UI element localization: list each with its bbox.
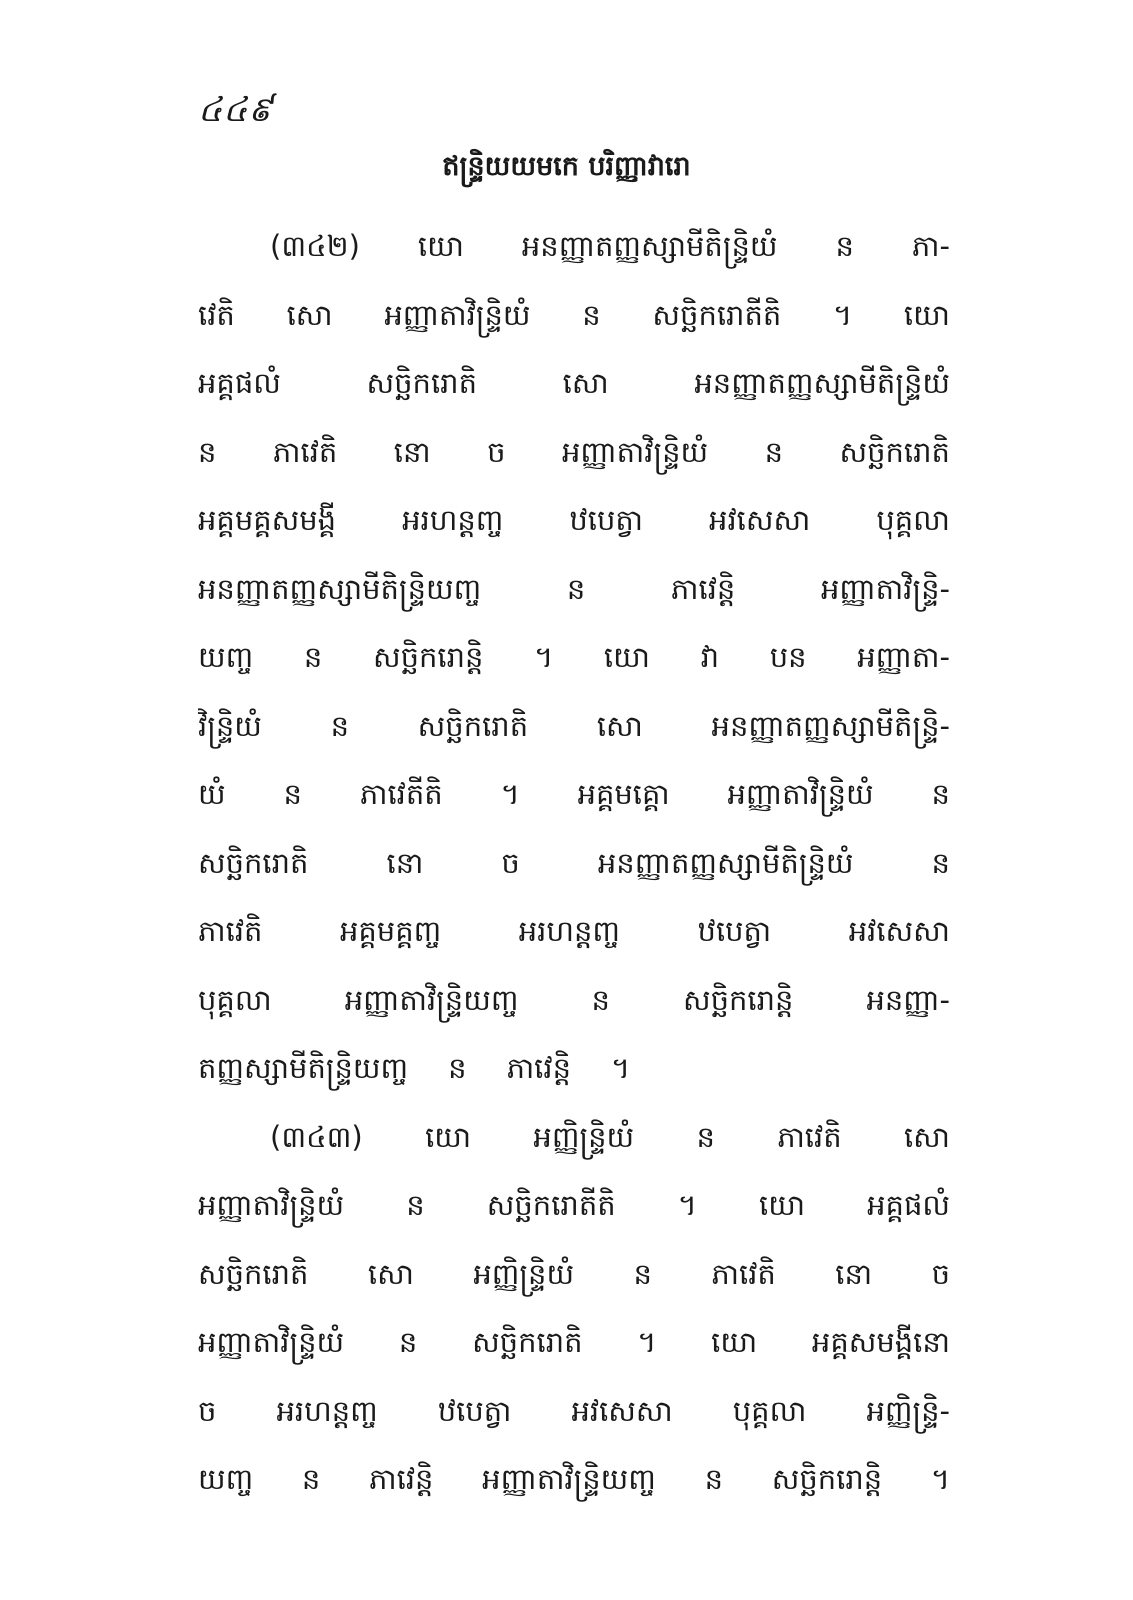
text-word: យោ bbox=[603, 640, 650, 674]
text-word: សច្ឆិករោន្តិ bbox=[682, 982, 794, 1017]
text-word: យោ bbox=[417, 229, 464, 263]
text-word: អនញ្ញាតញ្ញស្សាមីតិន្ទ្រិ- bbox=[711, 708, 950, 743]
text-word: យោ bbox=[711, 1325, 758, 1359]
text-word: អញ្ញាតាវិន្ទ្រិយំ bbox=[561, 434, 709, 469]
text-word: ។ bbox=[833, 297, 853, 332]
text-word: ន bbox=[406, 1188, 425, 1222]
text-word: អវសេសា bbox=[848, 914, 950, 948]
text-word: ន bbox=[566, 571, 586, 606]
text-word: ន bbox=[835, 229, 854, 263]
text-word: ន bbox=[283, 777, 302, 811]
text-word: អគ្គមគ្គញ្ច bbox=[339, 914, 442, 948]
text-word: ភា- bbox=[911, 229, 950, 263]
text-word: អរហន្តញ្ច bbox=[518, 914, 620, 948]
text-line bbox=[198, 486, 950, 555]
text-word: អគ្គសមង្គីនោ bbox=[811, 1325, 950, 1359]
text-word: ន bbox=[704, 1462, 724, 1496]
text-word: ន bbox=[303, 640, 323, 674]
text-word: ន bbox=[198, 434, 217, 469]
text-word: អនញ្ញា- bbox=[866, 982, 950, 1017]
text-word: អញ្ញាតា- bbox=[857, 640, 950, 674]
text-word: ន bbox=[330, 708, 349, 743]
text-word: សច្ឆិករោតីតិ bbox=[652, 297, 782, 332]
text-word: ន bbox=[448, 1051, 467, 1085]
text-word: ភាវេតិ bbox=[272, 434, 338, 469]
text-word: អនញ្ញាតញ្ញស្សាមីតិន្ទ្រិយញ្ច bbox=[198, 571, 482, 606]
text-word: អរហន្តញ្ច bbox=[276, 1393, 378, 1428]
text-word: អញ្ញាតាវិន្ទ្រិ- bbox=[820, 571, 950, 606]
text-word: សច្ឆិករោន្តិ bbox=[373, 640, 484, 674]
text-word: យោ bbox=[758, 1188, 806, 1222]
text-word: ឋបេត្វា bbox=[437, 1393, 512, 1428]
text-word: អគ្គមគ្គសមង្គី bbox=[198, 503, 337, 537]
text-word: ន bbox=[696, 1119, 715, 1154]
text-line bbox=[198, 623, 950, 692]
text-word: ។ bbox=[637, 1325, 657, 1359]
text-word: ឋបេត្វា bbox=[697, 914, 772, 948]
text-word: វេតិ bbox=[198, 297, 235, 332]
text-word: អញ្ញាតាវិន្ទ្រិយញ្ច bbox=[482, 1462, 656, 1496]
text-word: ឋបេត្វា bbox=[569, 503, 644, 537]
text-word: អគ្គផលំ bbox=[198, 366, 281, 400]
text-word: ន bbox=[582, 297, 601, 332]
text-line bbox=[198, 692, 950, 761]
text-word: ។ bbox=[677, 1188, 697, 1222]
text-word: អវសេសា bbox=[709, 503, 811, 537]
text-word: បន bbox=[769, 640, 807, 674]
text-word: (៣៤២) bbox=[270, 229, 360, 263]
text-word: យោ bbox=[903, 297, 950, 332]
text-line bbox=[198, 1034, 950, 1103]
text-word: យញ្ច bbox=[198, 1462, 254, 1496]
text-word: សច្ឆិករោតិ bbox=[366, 366, 477, 400]
text-word: ន bbox=[398, 1325, 418, 1359]
text-line bbox=[198, 212, 950, 281]
text-word: យំ bbox=[198, 777, 226, 811]
text-word: យោ bbox=[425, 1119, 472, 1154]
text-word: សច្ឆិករោតិ bbox=[198, 1256, 309, 1291]
text-line bbox=[198, 418, 950, 487]
page-number: ៤៤៩ bbox=[198, 90, 274, 130]
text-word: ភាវេន្តិ bbox=[369, 1462, 434, 1496]
text-word: ភាវេន្តិ bbox=[670, 571, 736, 606]
text-word: ន bbox=[764, 434, 784, 469]
text-word: អរហន្តញ្ច bbox=[402, 503, 504, 537]
text-word: អញ្ញាតាវិន្ទ្រិយំ bbox=[384, 297, 531, 332]
text-word: អញ្ញិន្ទ្រិយំ bbox=[473, 1256, 575, 1291]
text-word: សោ bbox=[596, 708, 643, 743]
text-word: សច្ឆិករោតិ bbox=[472, 1325, 583, 1359]
text-word: ច bbox=[931, 1256, 950, 1291]
text-word: ន bbox=[301, 1462, 321, 1496]
text-word: សច្ឆិករោតិ bbox=[198, 845, 309, 880]
text-line bbox=[198, 1377, 950, 1446]
text-word: អញ្ញិន្ទ្រិ- bbox=[866, 1393, 950, 1428]
text-word: សច្ឆិករោន្តិ bbox=[771, 1462, 883, 1496]
text-word: ។ bbox=[611, 1051, 631, 1085]
text-word: ។ bbox=[534, 640, 554, 674]
text-word: ។ bbox=[930, 1462, 950, 1496]
text-line bbox=[198, 897, 950, 966]
text-word: សច្ឆិករោតីតិ bbox=[486, 1188, 616, 1222]
text-word: ។ bbox=[500, 777, 520, 811]
text-word: សច្ឆិករោតិ bbox=[839, 434, 950, 469]
text-line bbox=[198, 1171, 950, 1240]
text-word: សោ bbox=[286, 297, 333, 332]
text-word: អញ្ញាតាវិន្ទ្រិយំ bbox=[727, 777, 874, 811]
text-word: នោ bbox=[393, 434, 431, 469]
text-word: អញ្ញាតាវិន្ទ្រិយញ្ច bbox=[344, 982, 519, 1017]
text-word: ន bbox=[931, 845, 950, 880]
text-word: វិន្ទ្រិយំ bbox=[198, 708, 262, 743]
text-word: អនញ្ញាតញ្ញស្សាមីតិន្ទ្រិយំ bbox=[597, 845, 854, 880]
text-word: អវសេសា bbox=[571, 1393, 673, 1428]
body-text bbox=[198, 212, 950, 1514]
text-word: បុគ្គលា bbox=[732, 1393, 807, 1428]
text-word: ច bbox=[501, 845, 520, 880]
text-word: អនញ្ញាតញ្ញស្សាមីតិន្ទ្រិយំ bbox=[694, 366, 950, 400]
text-word: យញ្ច bbox=[198, 640, 254, 674]
section-header: ឥន្ទ្រិយយមកេ បរិញ្ញាវារោ bbox=[442, 151, 691, 182]
text-word: តញ្ញស្សាមីតិន្ទ្រិយញ្ច bbox=[198, 1051, 409, 1085]
text-word: សោ bbox=[562, 366, 609, 400]
text-line bbox=[198, 1240, 950, 1309]
text-word: សោ bbox=[367, 1256, 414, 1291]
text-word: អគ្គមគ្គោ bbox=[577, 777, 670, 811]
text-word: វា bbox=[700, 640, 720, 674]
text-word: ភាវេន្តិ bbox=[506, 1051, 571, 1085]
text-line bbox=[198, 966, 950, 1035]
text-word: អញ្ញិន្ទ្រិយំ bbox=[533, 1119, 635, 1154]
text-word: ភាវេតិ bbox=[711, 1256, 776, 1291]
text-word: ភាវេតិ bbox=[777, 1119, 842, 1154]
text-word: ន bbox=[591, 982, 610, 1017]
text-line bbox=[198, 555, 950, 624]
text-line bbox=[198, 760, 950, 829]
text-word: សច្ឆិករោតិ bbox=[417, 708, 529, 743]
text-word: ន bbox=[633, 1256, 652, 1291]
text-line bbox=[198, 349, 950, 418]
text-word: បុគ្គលា bbox=[198, 982, 272, 1017]
text-line bbox=[198, 1445, 950, 1514]
text-word: សោ bbox=[903, 1119, 950, 1154]
text-word: នោ bbox=[386, 845, 424, 880]
text-line bbox=[198, 829, 950, 898]
text-word: ភាវេតីតិ bbox=[359, 777, 443, 811]
text-line bbox=[198, 1308, 950, 1377]
text-word: អញ្ញាតាវិន្ទ្រិយំ bbox=[198, 1188, 345, 1222]
text-word: អនញ្ញាតញ្ញស្សាមីតិន្ទ្រិយំ bbox=[521, 229, 778, 263]
text-line bbox=[198, 281, 950, 350]
text-word: ន bbox=[931, 777, 950, 811]
text-word: អគ្គផលំ bbox=[867, 1188, 950, 1222]
text-word: ច bbox=[198, 1393, 217, 1428]
text-word: ច bbox=[487, 434, 506, 469]
text-line bbox=[198, 1103, 950, 1172]
text-word: ភាវេតិ bbox=[198, 914, 263, 948]
text-word: នោ bbox=[835, 1256, 873, 1291]
text-word: (៣៤៣) bbox=[270, 1119, 363, 1154]
text-word: អញ្ញាតាវិន្ទ្រិយំ bbox=[198, 1325, 345, 1359]
text-word: បុគ្គលា bbox=[876, 503, 950, 537]
